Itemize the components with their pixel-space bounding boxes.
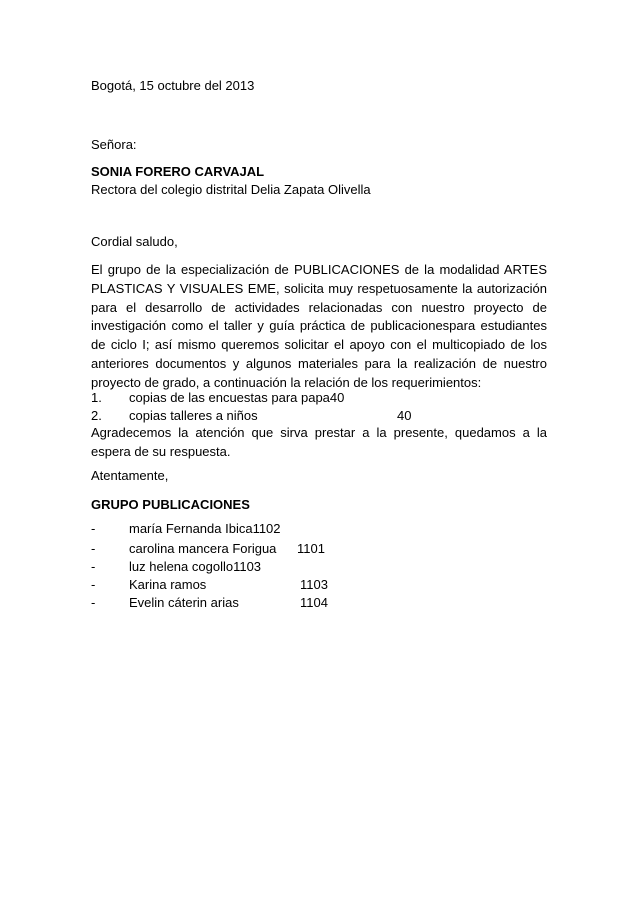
member-marker: -: [91, 577, 96, 592]
member-item: [91, 594, 551, 612]
member-name: maría Fernanda Ibica1102: [129, 521, 281, 536]
member-marker: -: [91, 541, 96, 556]
member-name: luz helena cogollo1103: [129, 559, 262, 574]
member-code: 1104: [300, 595, 328, 610]
requirement-item: [91, 407, 551, 425]
member-item: [91, 520, 551, 538]
member-marker: -: [91, 595, 96, 610]
thanks-paragraph: Agradecemos la atención que sirva prestar a la presente, quedamos a la espera de su respuesta.: [91, 425, 547, 459]
member-name: carolina mancera Forigua: [129, 541, 277, 556]
requirement-number: 2.: [91, 408, 102, 423]
salutation-title: Señora:: [91, 137, 137, 152]
recipient-name: SONIA FORERO CARVAJAL: [91, 164, 265, 179]
greeting: Cordial saludo,: [91, 234, 178, 249]
member-marker: -: [91, 559, 96, 574]
member-item: [91, 576, 551, 594]
recipient-role: Rectora del colegio distrital Delia Zapata Olivella: [91, 182, 371, 197]
member-name: Karina ramos: [129, 577, 207, 592]
member-item: [91, 558, 551, 576]
requirement-number: 1.: [91, 390, 102, 405]
member-code: 1101: [297, 541, 325, 556]
signature-group: GRUPO PUBLICACIONES: [91, 497, 250, 512]
requirement-qty: 40: [397, 408, 412, 423]
member-item: [91, 540, 551, 558]
member-name: Evelin cáterin arias: [129, 595, 239, 610]
member-marker: -: [91, 521, 96, 536]
requirement-text: copias talleres a niños: [129, 408, 258, 423]
body-paragraph: El grupo de la especialización de PUBLICACIONES de la modalidad ARTES PLASTICAS Y VISUALES EME, solicita muy respetuosamente la autorización para el desarrollo de actividades relacionadas con nuestro proyecto de investigación como el taller y guía práctica de publicacionespara estudiantes de ciclo I; así mismo queremos solicitar el apoyo con el multicopiado de los anteriores documentos y algunos materiales para la realización de nuestro proyecto de grado, a continuación la relación de los requerimientos:: [91, 262, 547, 390]
member-code: 1103: [300, 577, 328, 592]
requirement-text: copias de las encuestas para papa40: [129, 390, 345, 405]
closing: Atentamente,: [91, 468, 169, 483]
requirement-item: [91, 389, 551, 407]
letter-date: Bogotá, 15 octubre del 2013: [91, 78, 255, 93]
